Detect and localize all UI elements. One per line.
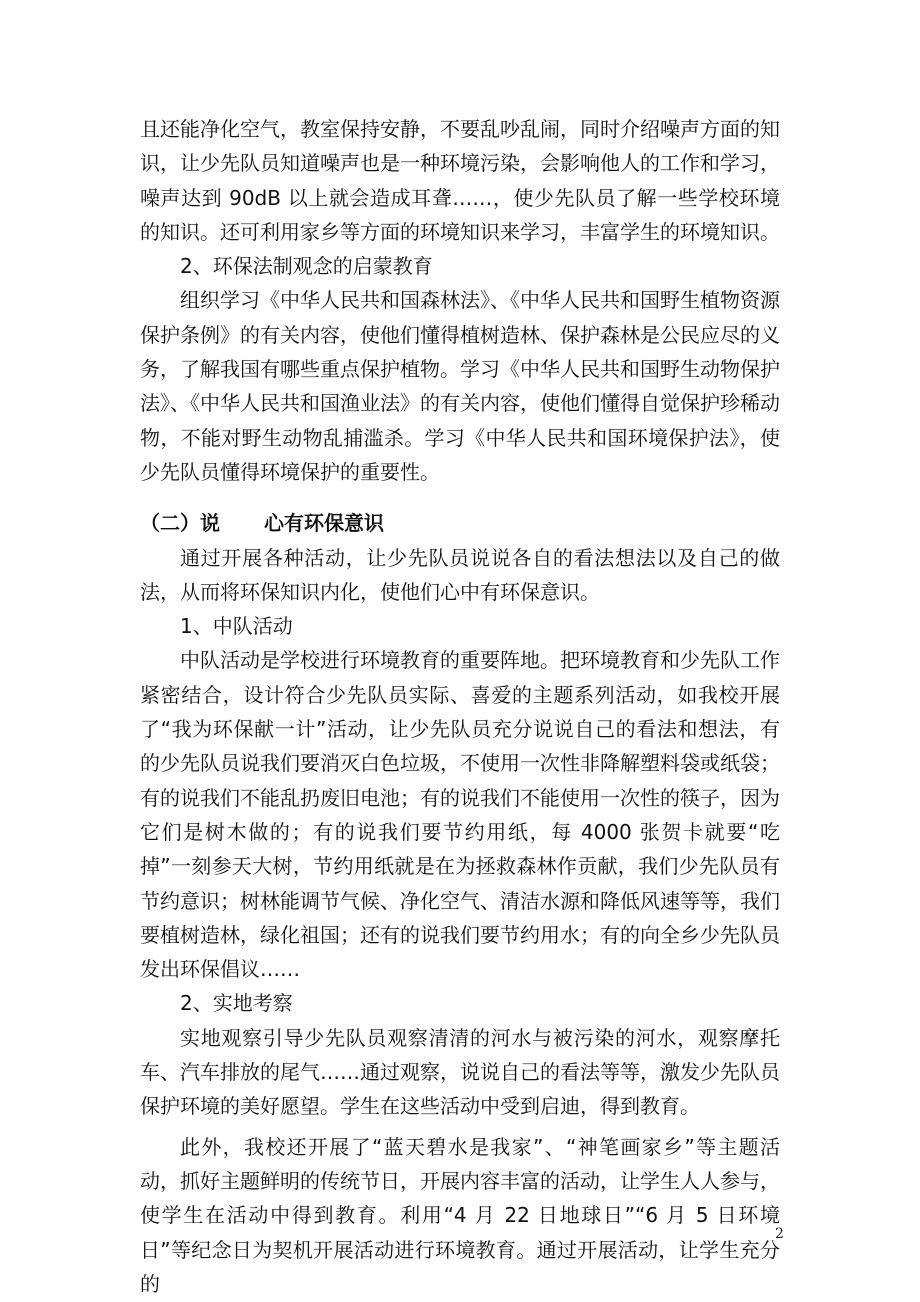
paragraph-noise-knowledge: 且还能净化空气，教室保持安静，不要乱吵乱闹，同时介绍噪声方面的知识，让少先队员知道噪声也是一种环境污染，会影响他人的工作和学习，噪声达到 90dB 以上就会造成耳聋……，使少先队员了解一些学校环境的知识。还可利用家乡等方面的环境知识来学习，丰富学生的环境知识。 <box>140 117 780 244</box>
paragraph-theme-activities: 此外，我校还开展了“蓝天碧水是我家”、“神笔画家乡”等主题活动，抓好主题鲜明的传统节日，开展内容丰富的活动，让学生人人参与，使学生在活动中得到教育。利用“4 月 22 日地球日”“6 月 5 日环境日”等纪念日为契机开展活动进行环境教育。通过开展活动，让学生充分的 <box>140 1134 780 1296</box>
section-heading-part1: （二）说 <box>140 511 220 536</box>
subheading-field-study: 2、实地考察 <box>180 991 293 1016</box>
paragraph-squad-activity: 中队活动是学校进行环境教育的重要阵地。把环境教育和少先队工作紧密结合，设计符合少先队员实际、喜爱的主题系列活动，如我校开展了“我为环保献一计”活动，让少先队员充分说说自己的看法和想法，有的少先队员说我们要消灭白色垃圾，不使用一次性非降解塑料袋或纸袋；有的说我们不能乱扔废旧电池；有的说我们不能使用一次性的筷子，因为它们是树木做的；有的说我们要节约用纸，每 4000 张贺卡就要“吃掉”一刻参天大树，节约用纸就是在为拯救森林作贡献，我们少先队员有节约意识；树林能调节气候、净化空气、清洁水源和降低风速等等，我们要植树造林，绿化祖国；还有的说我们要节约用水；有的向全乡少先队员发出环保倡议…… <box>140 648 780 982</box>
subheading-legal-education: 2、环保法制观念的启蒙教育 <box>180 254 433 279</box>
paragraph-laws-study: 组织学习《中华人民共和国森林法》、《中华人民共和国野生植物资源保护条例》的有关内容，使他们懂得植树造林、保护森林是公民应尽的义务，了解我国有哪些重点保护植物。学习《中华人民共和国野生动物保护法》、《中华人民共和国渔业法》的有关内容，使他们懂得自觉保护珍稀动物，不能对野生动物乱捕滥杀。学习《中华人民共和国环境保护法》，使少先队员懂得环境保护的重要性。 <box>140 288 780 484</box>
paragraph-activities-intro: 通过开展各种活动，让少先队员说说各自的看法想法以及自己的做法，从而将环保知识内化，使他们心中有环保意识。 <box>140 545 780 604</box>
section-heading-part2: 心有环保意识 <box>264 511 384 536</box>
subheading-squad-activity: 1、中队活动 <box>180 614 293 639</box>
document-body <box>140 112 780 1301</box>
page-number: 2 <box>775 1226 784 1242</box>
paragraph-field-study: 实地观察引导少先队员观察清清的河水与被污染的河水，观察摩托车、汽车排放的尾气……通过观察，说说自己的看法等等，激发少先队员保护环境的美好愿望。学生在这些活动中受到启迪，得到教育。 <box>140 1025 780 1119</box>
section-heading <box>140 506 780 540</box>
